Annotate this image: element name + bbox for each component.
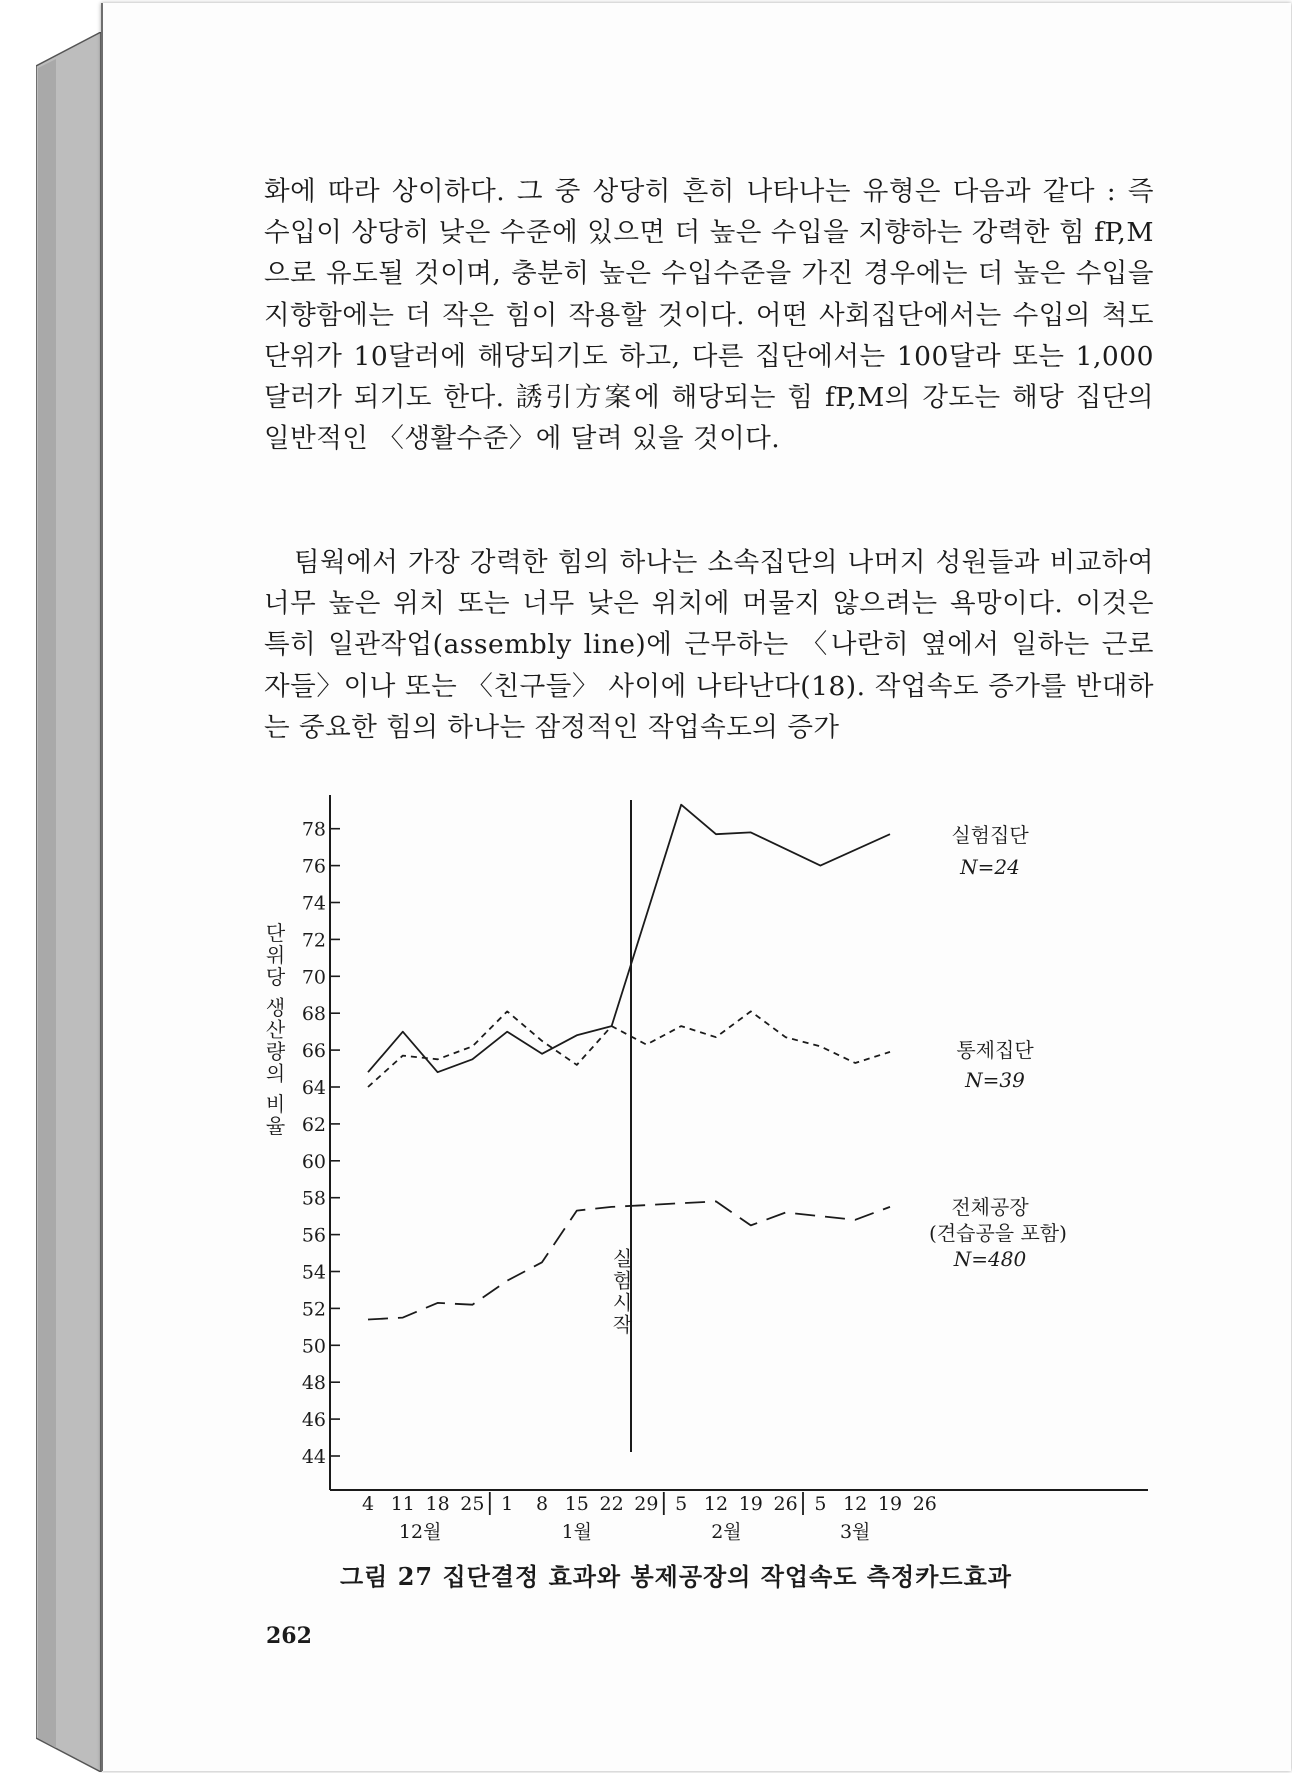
- x-tick-label: 19: [738, 1493, 763, 1515]
- y-tick-label: 62: [301, 1113, 326, 1136]
- chart-axes: [330, 795, 1148, 1490]
- x-month-label: 12월: [398, 1521, 442, 1543]
- y-tick-label: 78: [301, 818, 326, 841]
- x-tick-label: 12: [703, 1493, 729, 1515]
- x-tick-label: 19: [877, 1493, 903, 1515]
- x-month-label: 3월: [839, 1521, 871, 1543]
- series-line-1: [368, 805, 890, 1072]
- x-tick-label: 26: [773, 1493, 798, 1515]
- y-tick-label: 74: [301, 892, 326, 915]
- series-name-label: 실험집단: [951, 823, 1029, 847]
- x-month-label: 2월: [711, 1521, 742, 1543]
- x-tick-label: 4: [361, 1493, 375, 1515]
- series-line-2: [368, 1011, 890, 1087]
- series-n-label: N=39: [965, 1068, 1025, 1092]
- chart-series: [368, 800, 890, 1452]
- x-month-label: 1월: [561, 1521, 593, 1543]
- series-subname-label: (견습공을 포함): [929, 1221, 1067, 1245]
- x-tick-label: 11: [390, 1493, 415, 1515]
- figure-caption: 그림 27 집단결정 효과와 봉제공장의 작업속도 측정카드효과: [340, 1562, 1012, 1591]
- chart-labels: [262, 823, 1067, 1336]
- series-n-label: N=480: [953, 1247, 1027, 1271]
- series-n-label: N=24: [960, 855, 1020, 879]
- x-tick-label: 26: [912, 1493, 937, 1515]
- y-tick-label: 70: [301, 966, 326, 989]
- x-tick-label: 8: [535, 1493, 549, 1515]
- series-name-label: 통제집단: [956, 1038, 1034, 1062]
- y-tick-label: 48: [301, 1372, 326, 1395]
- y-tick-label: 66: [301, 1040, 326, 1063]
- page-number: 262: [266, 1623, 312, 1649]
- y-tick-label: 58: [301, 1187, 326, 1210]
- y-tick-label: 44: [301, 1446, 326, 1468]
- y-tick-label: 50: [301, 1335, 326, 1358]
- body-paragraph-1: 화에 따라 상이하다. 그 중 상당히 흔히 나타나는 유형은 다음과 같다 : 즉 수입이 상당히 낮은 수준에 있으면 더 높은 수입을 지향하는 강력한 힘 fP,M으로 유도될 것이며, 충분히 높은 수입수준을 가진 경우에는 더 높은 수입을 지향함에는 더 작은 힘이 작용할 것이다. 어떤 사회집단에서는 수입의 척도단위가 10달러에 해당되기도 하고, 다른 집단에서는 100달라 또는 1,000달러가 되기도 한다. 誘引方案에 해당되는 힘 fP,M의 강도는 해당 집단의 일반적인 〈생활수준〉에 달려 있을 것이다.: [264, 176, 1154, 455]
- x-axis-ticks: [362, 1492, 937, 1543]
- x-tick-label: 5: [814, 1493, 827, 1515]
- y-axis-label: 단위당 생산량의 비율: [262, 922, 286, 1138]
- y-tick-label: 76: [301, 855, 326, 878]
- y-tick-label: 64: [301, 1077, 326, 1099]
- series-name-label: 전체공장: [951, 1195, 1029, 1219]
- x-tick-label: 15: [564, 1493, 589, 1515]
- x-tick-label: 5: [675, 1493, 688, 1515]
- y-tick-label: 54: [301, 1261, 326, 1284]
- y-tick-label: 52: [301, 1298, 326, 1321]
- x-tick-label: 12: [843, 1493, 868, 1515]
- x-tick-label: 29: [634, 1493, 659, 1515]
- x-tick-label: 1: [501, 1493, 514, 1515]
- y-axis-ticks: [302, 819, 340, 1468]
- y-tick-label: 46: [301, 1409, 326, 1432]
- y-tick-label: 60: [301, 1150, 326, 1173]
- y-tick-label: 68: [301, 1003, 326, 1026]
- experiment-start-label: 실험시작: [609, 1248, 633, 1336]
- x-tick-label: 18: [425, 1493, 450, 1515]
- y-tick-label: 56: [301, 1224, 326, 1247]
- body-paragraph-2: 팀웍에서 가장 강력한 힘의 하나는 소속집단의 나머지 성원들과 비교하여 너무 높은 위치 또는 너무 낮은 위치에 머물지 않으려는 욕망이다. 이것은 특히 일관작업(assembly line)에 근무하는 〈나란히 옆에서 일하는 근로자들〉이나 또는 〈친구들〉 사이에 나타난다(18). 작업속도 증가를 반대하는 중요한 힘의 하나는 잠정적인 작업속도의 증가: [264, 547, 1154, 743]
- x-tick-label: 22: [599, 1493, 624, 1515]
- y-tick-label: 72: [301, 929, 326, 952]
- x-tick-label: 25: [460, 1493, 485, 1515]
